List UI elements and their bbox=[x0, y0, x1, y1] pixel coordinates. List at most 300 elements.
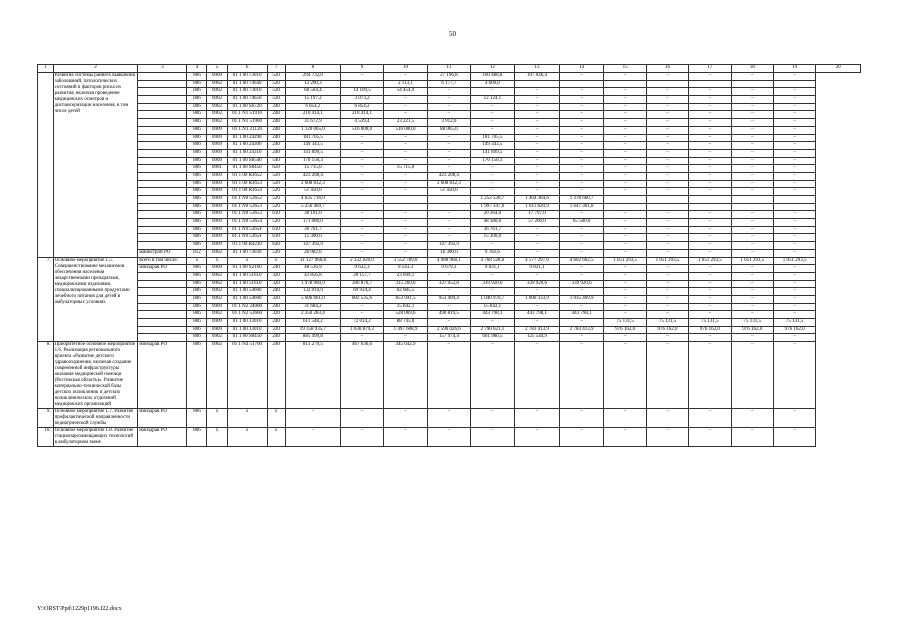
vr-code: 240 bbox=[267, 149, 285, 157]
executor-cell bbox=[138, 157, 187, 165]
vr-code: 610 bbox=[267, 226, 285, 234]
amount-cell: 15 715,0 bbox=[383, 165, 428, 173]
amount-cell: – bbox=[731, 111, 773, 119]
amount-cell: – bbox=[383, 111, 428, 119]
amount-cell: – bbox=[341, 188, 383, 196]
grbs-code: 806 bbox=[187, 319, 207, 327]
csr-code: 01 1 00 13010 bbox=[227, 319, 267, 327]
amount-cell: 2 596 026,6 bbox=[428, 326, 470, 334]
table-row bbox=[38, 272, 861, 280]
amount-cell: 953 409,4 bbox=[428, 295, 470, 303]
amount-cell: – bbox=[341, 428, 383, 447]
vr-code: 320 bbox=[267, 326, 285, 334]
amount-cell: – bbox=[731, 172, 773, 180]
column-number-header: 4 bbox=[187, 65, 207, 73]
amount-cell: – bbox=[773, 126, 815, 134]
amount-cell: – bbox=[646, 265, 688, 273]
grbs-code: 806 bbox=[187, 196, 207, 204]
amount-cell: – bbox=[731, 149, 773, 157]
rzpr-code: 0902 bbox=[207, 311, 227, 319]
vr-code: 240 bbox=[267, 334, 285, 342]
amount-cell: 1 051 293,5 bbox=[689, 257, 731, 265]
table-row bbox=[38, 180, 861, 188]
executor-cell bbox=[138, 96, 187, 104]
amount-cell bbox=[689, 196, 731, 204]
amount-cell: – bbox=[428, 142, 470, 150]
amount-cell: – bbox=[731, 249, 773, 257]
amount-cell: 2 113,1 bbox=[383, 80, 428, 88]
amount-cell: – bbox=[515, 142, 560, 150]
amount-cell: 9 679,3 bbox=[428, 265, 470, 273]
amount-cell: 157 974,4 bbox=[428, 334, 470, 342]
grbs-code: 812 bbox=[187, 249, 207, 257]
grbs-code: 806 bbox=[187, 226, 207, 234]
amount-cell: – bbox=[731, 142, 773, 150]
amount-cell: – bbox=[773, 288, 815, 296]
amount-cell: – bbox=[515, 149, 560, 157]
amount-cell: – bbox=[428, 288, 470, 296]
amount-cell: – bbox=[646, 172, 688, 180]
amount-cell: 2 332 020,0 bbox=[341, 257, 383, 265]
csr-code: х bbox=[227, 257, 267, 265]
executor-cell bbox=[138, 272, 187, 280]
amount-cell: – bbox=[689, 242, 731, 250]
amount-cell: 9 831,1 bbox=[515, 265, 560, 273]
column-number-header: 16 bbox=[646, 65, 688, 73]
csr-code: 01 1 00 74640 bbox=[227, 80, 267, 88]
amount-cell: 4 035 716,0 bbox=[285, 196, 341, 204]
executor-cell bbox=[138, 149, 187, 157]
rzpr-code: 0902 bbox=[207, 342, 227, 409]
amount-cell: – bbox=[604, 172, 646, 180]
amount-cell: – bbox=[689, 157, 731, 165]
amount-cell: 62 085,5 bbox=[383, 288, 428, 296]
amount-cell: – bbox=[341, 311, 383, 319]
rzpr-code: 0902 bbox=[207, 249, 227, 257]
table-row bbox=[38, 311, 861, 319]
amount-cell: 9 782,6 bbox=[470, 249, 515, 257]
amount-cell: 4 988 968,1 bbox=[428, 257, 470, 265]
amount-cell: – bbox=[428, 165, 470, 173]
amount-cell: 976 162,0 bbox=[646, 326, 688, 334]
executor-cell bbox=[138, 234, 187, 242]
amount-cell: – bbox=[731, 134, 773, 142]
grbs-code: 806 bbox=[187, 242, 207, 250]
executor-cell bbox=[138, 119, 187, 127]
amount-cell: – bbox=[559, 211, 604, 219]
amount-cell: – bbox=[773, 157, 815, 165]
amount-cell: – bbox=[773, 272, 815, 280]
amount-cell: – bbox=[689, 73, 731, 81]
amount-cell: – bbox=[773, 88, 815, 96]
csr-code: 01 1 N9 53653 bbox=[227, 203, 267, 211]
amount-cell: – bbox=[559, 226, 604, 234]
amount-cell: – bbox=[470, 172, 515, 180]
amount-cell: – bbox=[689, 134, 731, 142]
amount-cell: – bbox=[428, 157, 470, 165]
table-row bbox=[38, 103, 861, 111]
rzpr-code: 0909 bbox=[207, 234, 227, 242]
rzpr-code: 0909 bbox=[207, 319, 227, 327]
executor-cell bbox=[138, 219, 187, 227]
amount-cell: – bbox=[731, 272, 773, 280]
rzpr-code: 0902 bbox=[207, 88, 227, 96]
amount-cell: – bbox=[559, 265, 604, 273]
rzpr-code: 0902 bbox=[207, 295, 227, 303]
amount-cell: – bbox=[428, 409, 470, 428]
csr-code: 01 1 00 S8540 bbox=[227, 157, 267, 165]
amount-cell: – bbox=[341, 211, 383, 219]
amount-cell bbox=[689, 80, 731, 88]
table-row bbox=[38, 172, 861, 180]
executor-cell bbox=[138, 242, 187, 250]
amount-cell: 68 564,4 bbox=[285, 88, 341, 96]
amount-cell: – bbox=[689, 96, 731, 104]
amount-cell: – bbox=[689, 295, 731, 303]
amount-cell: 160 488,8 bbox=[470, 73, 515, 81]
amount-cell: – bbox=[689, 126, 731, 134]
amount-cell: – bbox=[515, 342, 560, 409]
column-number-header: 5 bbox=[207, 65, 227, 73]
table-row bbox=[38, 203, 861, 211]
amount-cell: – bbox=[515, 234, 560, 242]
amount-cell: 23 699,1 bbox=[383, 272, 428, 280]
amount-cell: – bbox=[604, 280, 646, 288]
amount-cell: – bbox=[731, 334, 773, 342]
grbs-code: 806 bbox=[187, 342, 207, 409]
amount-cell: 210 414,1 bbox=[285, 111, 341, 119]
amount-cell: – bbox=[341, 219, 383, 227]
amount-cell: – bbox=[383, 180, 428, 188]
amount-cell: – bbox=[470, 188, 515, 196]
rzpr-code: х bbox=[207, 428, 227, 447]
amount-cell: – bbox=[773, 96, 815, 104]
rzpr-code: 0909 bbox=[207, 157, 227, 165]
table-row bbox=[38, 126, 861, 134]
amount-cell: – bbox=[646, 157, 688, 165]
amount-cell: – bbox=[689, 180, 731, 188]
amount-cell: – bbox=[515, 249, 560, 257]
amount-cell: – bbox=[559, 119, 604, 127]
amount-cell: – bbox=[559, 288, 604, 296]
csr-code: 01 1 N9 5365F bbox=[227, 234, 267, 242]
column-number-header: 1 bbox=[38, 65, 54, 73]
vr-code: 240 bbox=[267, 126, 285, 134]
amount-cell: 88 745,0 bbox=[383, 319, 428, 327]
amount-cell: 339 920,6 bbox=[559, 280, 604, 288]
table-row bbox=[38, 257, 861, 265]
executor-cell bbox=[138, 288, 187, 296]
executor-cell: минздрав РО bbox=[138, 342, 187, 409]
csr-code: 01 1 N4 51700 bbox=[227, 342, 267, 409]
table-row bbox=[38, 188, 861, 196]
amount-cell: – bbox=[559, 249, 604, 257]
amount-cell: – bbox=[470, 165, 515, 173]
amount-cell: – bbox=[604, 126, 646, 134]
amount-cell: – bbox=[646, 180, 688, 188]
column-number-header: 7 bbox=[267, 65, 285, 73]
table-row bbox=[38, 334, 861, 342]
amount-cell: – bbox=[646, 119, 688, 127]
amount-cell: 14 109,5 bbox=[341, 88, 383, 96]
amount-cell: – bbox=[731, 280, 773, 288]
amount-cell: – bbox=[470, 180, 515, 188]
amount-cell: – bbox=[731, 303, 773, 311]
executor-cell bbox=[138, 226, 187, 234]
grbs-code: 806 bbox=[187, 157, 207, 165]
amount-cell: – bbox=[731, 96, 773, 104]
amount-cell: 16 300,0 bbox=[428, 249, 470, 257]
executor-cell bbox=[138, 295, 187, 303]
column-number-header: 8 bbox=[285, 65, 341, 73]
amount-cell: – bbox=[604, 242, 646, 250]
amount-cell: 1 611 820,9 bbox=[515, 203, 560, 211]
csr-code: 01 1 00 R3652 bbox=[227, 172, 267, 180]
budget-table bbox=[37, 64, 861, 447]
table-row bbox=[38, 226, 861, 234]
amount-cell: – bbox=[341, 234, 383, 242]
executor-cell: минздрав РО bbox=[138, 409, 187, 428]
executor-cell bbox=[138, 188, 187, 196]
amount-cell: – bbox=[559, 73, 604, 81]
amount-cell: 2 783 413,9 bbox=[515, 326, 560, 334]
amount-cell: – bbox=[604, 311, 646, 319]
amount-cell: – bbox=[689, 249, 731, 257]
executor-cell bbox=[138, 126, 187, 134]
amount-cell: – bbox=[646, 149, 688, 157]
csr-code: 01 1 00 24290 bbox=[227, 134, 267, 142]
amount-cell: 181 705,5 bbox=[470, 134, 515, 142]
amount-cell: – bbox=[559, 319, 604, 327]
amount-cell bbox=[773, 196, 815, 204]
amount-cell: – bbox=[604, 88, 646, 96]
amount-cell: – bbox=[428, 272, 470, 280]
csr-code: 01 1 N9 5365F bbox=[227, 226, 267, 234]
amount-cell: 306 876,7 bbox=[341, 280, 383, 288]
amount-cell: 48 380,0 bbox=[470, 219, 515, 227]
vr-code: 240 bbox=[267, 303, 285, 311]
csr-code: 01 1 00 51610 bbox=[227, 280, 267, 288]
amount-cell bbox=[646, 80, 688, 88]
csr-code: 01 1 N2 53660 bbox=[227, 311, 267, 319]
executor-cell: минздрав РО bbox=[138, 265, 187, 273]
amount-cell: 337 052,8 bbox=[428, 280, 470, 288]
amount-cell: – bbox=[604, 119, 646, 127]
amount-cell: – bbox=[383, 96, 428, 104]
amount-cell: – bbox=[604, 188, 646, 196]
amount-cell: 51 450,0 bbox=[428, 188, 470, 196]
amount-cell: 1 997 347,0 bbox=[470, 203, 515, 211]
amount-cell: – bbox=[604, 134, 646, 142]
vr-code: 520 bbox=[267, 249, 285, 257]
csr-code: 01 1 N1 51910 bbox=[227, 111, 267, 119]
rzpr-code: х bbox=[207, 409, 227, 428]
amount-cell: – bbox=[559, 165, 604, 173]
amount-cell: 1 252 530,7 bbox=[470, 196, 515, 204]
amount-cell: – bbox=[341, 172, 383, 180]
vr-code: х bbox=[267, 428, 285, 447]
amount-cell: 15 715,0 bbox=[285, 165, 341, 173]
amount-cell: 26 082,6 bbox=[285, 249, 341, 257]
amount-cell: – bbox=[383, 211, 428, 219]
grbs-code: 806 bbox=[187, 180, 207, 188]
csr-code: 01 1 00 54600 bbox=[227, 288, 267, 296]
amount-cell: 4 000,0 bbox=[470, 80, 515, 88]
amount-cell: 294 732,0 bbox=[285, 73, 341, 81]
vr-code: 240 bbox=[267, 119, 285, 127]
amount-cell: – bbox=[646, 280, 688, 288]
amount-cell: – bbox=[383, 142, 428, 150]
column-number-header: 17 bbox=[689, 65, 731, 73]
column-number-header: 14 bbox=[559, 65, 604, 73]
amount-cell: – bbox=[470, 242, 515, 250]
amount-cell: – bbox=[515, 409, 560, 428]
csr-code: 01 1 00 S8450 bbox=[227, 334, 267, 342]
vr-code: 620 bbox=[267, 242, 285, 250]
amount-cell: 57 200,0 bbox=[515, 219, 560, 227]
column-number-header: 10 bbox=[383, 65, 428, 73]
amount-cell: – bbox=[515, 272, 560, 280]
amount-cell: 443 798,1 bbox=[559, 311, 604, 319]
amount-cell: – bbox=[428, 96, 470, 104]
amount-cell: 467 636,6 bbox=[341, 342, 383, 409]
amount-cell: 976 162,0 bbox=[689, 326, 731, 334]
amount-cell: 147 392,9 bbox=[428, 242, 470, 250]
amount-cell: 443 798,1 bbox=[515, 311, 560, 319]
grbs-code: 806 bbox=[187, 203, 207, 211]
executor-cell bbox=[138, 311, 187, 319]
amount-cell: – bbox=[341, 226, 383, 234]
amount-cell: – bbox=[604, 165, 646, 173]
executor-cell bbox=[138, 165, 187, 173]
amount-cell: – bbox=[559, 134, 604, 142]
rzpr-code: 0902 bbox=[207, 80, 227, 88]
amount-cell: – bbox=[341, 149, 383, 157]
amount-cell: – bbox=[383, 334, 428, 342]
executor-cell bbox=[138, 134, 187, 142]
amount-cell: – bbox=[470, 111, 515, 119]
amount-cell: – bbox=[689, 428, 731, 447]
column-number-header: 18 bbox=[731, 65, 773, 73]
rzpr-code: 0909 bbox=[207, 134, 227, 142]
table-row bbox=[38, 242, 861, 250]
row-number bbox=[38, 73, 54, 258]
amount-cell: – bbox=[341, 242, 383, 250]
amount-cell: – bbox=[515, 103, 560, 111]
amount-cell: – bbox=[470, 119, 515, 127]
table-row bbox=[38, 211, 861, 219]
amount-cell: – bbox=[559, 303, 604, 311]
amount-cell: 170 150,3 bbox=[470, 157, 515, 165]
amount-cell: – bbox=[731, 126, 773, 134]
amount-cell: 2 783 413,9 bbox=[559, 326, 604, 334]
vr-code: 520 bbox=[267, 188, 285, 196]
amount-cell: – bbox=[515, 119, 560, 127]
csr-code: 01 1 00 S6720 bbox=[227, 103, 267, 111]
amount-cell: – bbox=[646, 334, 688, 342]
amount-cell: 72 014,2 bbox=[341, 319, 383, 327]
csr-code: х bbox=[227, 428, 267, 447]
executor-cell bbox=[138, 196, 187, 204]
amount-cell: 4 768 528,6 bbox=[470, 257, 515, 265]
amount-cell: 12 290,3 bbox=[285, 80, 341, 88]
amount-cell: 75 131,5 bbox=[604, 319, 646, 327]
amount-cell: 339 920,6 bbox=[515, 280, 560, 288]
amount-cell: – bbox=[773, 428, 815, 447]
column-number-header: 20 bbox=[816, 65, 861, 73]
grbs-code: 806 bbox=[187, 73, 207, 81]
table-row bbox=[38, 111, 861, 119]
amount-cell: 36 761,7 bbox=[470, 226, 515, 234]
amount-cell: 1 051 293,5 bbox=[731, 257, 773, 265]
amount-cell: 149 343,5 bbox=[470, 142, 515, 150]
amount-cell: – bbox=[731, 219, 773, 227]
amount-cell: – bbox=[559, 96, 604, 104]
amount-cell: 1 404 384,6 bbox=[515, 196, 560, 204]
grbs-code: 806 bbox=[187, 288, 207, 296]
amount-cell: – bbox=[604, 272, 646, 280]
grbs-code: 806 bbox=[187, 280, 207, 288]
vr-code: 540 bbox=[267, 157, 285, 165]
amount-cell: 9 831,1 bbox=[470, 265, 515, 273]
amount-cell: 1 035 469,9 bbox=[559, 295, 604, 303]
amount-cell: – bbox=[515, 180, 560, 188]
grbs-code: 806 bbox=[187, 303, 207, 311]
amount-cell: 443 798,1 bbox=[470, 311, 515, 319]
vr-code: 320 bbox=[267, 295, 285, 303]
amount-cell: – bbox=[559, 142, 604, 150]
amount-cell: – bbox=[773, 265, 815, 273]
vr-code: 520 bbox=[267, 180, 285, 188]
amount-cell: 1 051 293,5 bbox=[604, 257, 646, 265]
amount-cell: – bbox=[773, 211, 815, 219]
amount-cell: – bbox=[428, 211, 470, 219]
amount-cell: – bbox=[341, 409, 383, 428]
grbs-code: 806 bbox=[187, 409, 207, 428]
amount-cell: – bbox=[559, 342, 604, 409]
rzpr-code: 0901 bbox=[207, 165, 227, 173]
amount-cell bbox=[383, 196, 428, 204]
amount-cell: 6 177,7 bbox=[428, 80, 470, 88]
amount-cell: 2 350 283,4 bbox=[285, 311, 341, 319]
amount-cell: – bbox=[428, 319, 470, 327]
amount-cell: 15 842,1 bbox=[470, 303, 515, 311]
amount-cell: – bbox=[559, 242, 604, 250]
grbs-code: 806 bbox=[187, 334, 207, 342]
amount-cell bbox=[773, 80, 815, 88]
amount-cell: 1 120 065,0 bbox=[285, 126, 341, 134]
amount-cell: – bbox=[383, 249, 428, 257]
amount-cell: 23 221,5 bbox=[383, 119, 428, 127]
grbs-code: 806 bbox=[187, 188, 207, 196]
amount-cell: – bbox=[428, 342, 470, 409]
amount-cell: – bbox=[383, 73, 428, 81]
grbs-code: х bbox=[187, 257, 207, 265]
amount-cell: – bbox=[646, 242, 688, 250]
amount-cell: – bbox=[604, 180, 646, 188]
amount-cell: 813 279,5 bbox=[285, 342, 341, 409]
amount-cell: 802 535,6 bbox=[341, 295, 383, 303]
table-row bbox=[38, 409, 861, 428]
amount-cell: 3 552 789,0 bbox=[383, 257, 428, 265]
grbs-code: 806 bbox=[187, 311, 207, 319]
amount-cell: – bbox=[285, 428, 341, 447]
amount-cell: 4 539,4 bbox=[341, 119, 383, 127]
amount-cell: – bbox=[515, 126, 560, 134]
amount-cell: 1 030 879,3 bbox=[341, 326, 383, 334]
amount-cell: – bbox=[428, 219, 470, 227]
amount-cell: 601 980,5 bbox=[470, 334, 515, 342]
